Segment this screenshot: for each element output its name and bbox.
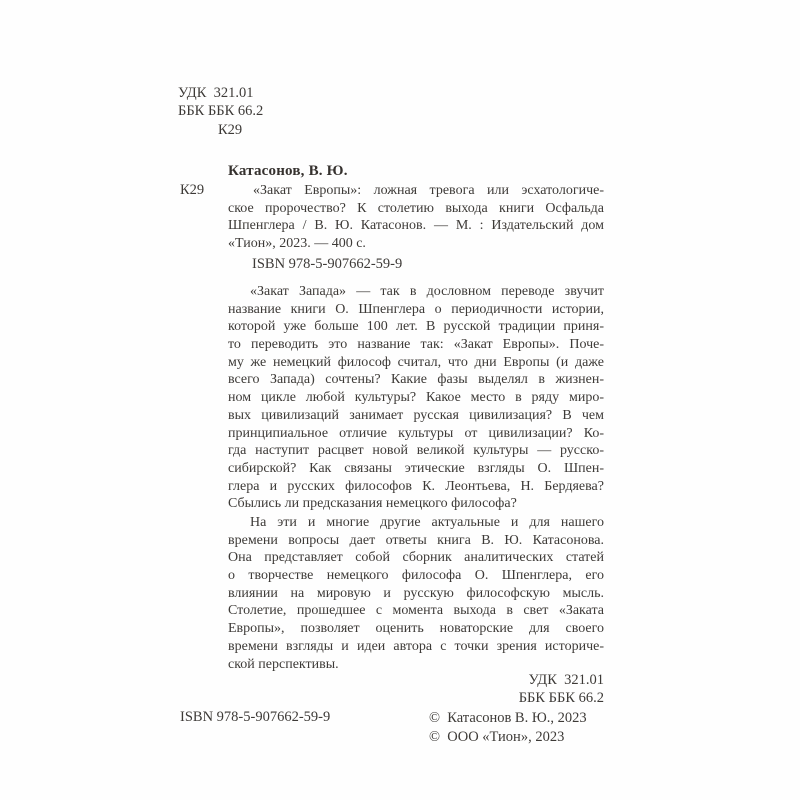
catalog-code: К29 — [218, 121, 243, 138]
annotation-line: сибирской? Как связаны этические взгляды О. Шпен- — [228, 460, 604, 476]
annotation-line: Столетие, прошедшее с момента выхода в свет «Заката — [228, 603, 604, 619]
record-line: «Закат Европы»: ложная тревога или эсхатологиче- — [253, 183, 604, 198]
bbk-code-bottom: ББК ББК 66.2 — [518, 690, 604, 707]
udc-code-bottom: УДК 321.01 — [528, 672, 604, 688]
annotation-paragraph-1 — [228, 283, 604, 513]
bibliographic-record — [228, 182, 604, 253]
annotation-line: вых цивилизаций занимает русская цивилизация? В чем — [228, 407, 604, 423]
copyright-line: © Катасонов В. Ю., 2023 — [429, 710, 587, 726]
annotation-line: о творчестве немецкого философа О. Шпенглера, его — [228, 568, 604, 584]
annotation-line: На эти и многие другие актуальные и для нашего — [250, 515, 604, 530]
annotation-line: всего Запада) сочтены? Какие фазы выделял в жизнен- — [228, 372, 604, 388]
annotation-line: гда наступит расцвет новой великой культуры — русско- — [228, 443, 604, 459]
classification-codes-top — [178, 84, 263, 139]
annotation-line: Она представляет собой сборник аналитических статей — [228, 550, 604, 566]
annotation-line: название книги О. Шпенглера о периодичности истории, — [228, 301, 604, 317]
annotation-line: влиянии на мировую и русскую философскую мысль. — [228, 585, 604, 601]
record-line: «Тион», 2023. — 400 с. — [228, 236, 366, 252]
annotation-line: Европы», позволяет оценить новаторские для своего — [228, 621, 604, 637]
record-line: ское пророчество? К столетию выхода книги Осфальда — [228, 200, 604, 216]
annotation-line: времени взгляды и идеи автора с точки зрения историче- — [228, 638, 604, 654]
copyright-line: © ООО «Тион», 2023 — [429, 728, 565, 745]
bbk-code: ББК ББК 66.2 — [178, 103, 264, 120]
annotation-line: которой уже больше 100 лет. В русской традиции приня- — [228, 319, 604, 335]
isbn-middle: ISBN 978-5-907662-59-9 — [252, 256, 403, 272]
annotation-line: принципиальное отличие культуры от цивилизации? Ко- — [228, 425, 604, 441]
annotation-line: ской перспективы. — [228, 656, 339, 672]
annotation-line: времени вопросы дает ответы книга В. Ю. Катасонова. — [228, 532, 604, 548]
annotation-line: ном цикле любой культуры? Какое место в ряду миро- — [228, 390, 604, 406]
annotation-line: «Закат Запада» — так в дословном переводе звучит — [250, 284, 604, 299]
annotation-line: глера и русских философов К. Леонтьева, Н. Бердяева? — [228, 478, 604, 494]
copyright-block — [429, 709, 587, 746]
isbn-bottom: ISBN 978-5-907662-59-9 — [180, 709, 331, 725]
author-heading: Катасонов, В. Ю. — [228, 163, 348, 179]
record-line: Шпенглера / В. Ю. Катасонов. — М. : Издательский дом — [228, 218, 604, 234]
udc-code: УДК 321.01 — [178, 85, 254, 101]
annotation-line: Сбылись ли предсказания немецкого философа? — [228, 496, 517, 512]
annotation-line: му же немецкий философ считал, что дни Европы (и даже — [228, 354, 604, 370]
catalog-code-hanging: К29 — [180, 182, 205, 198]
annotation-paragraph-2 — [228, 514, 604, 673]
annotation-line: то переводить это название так: «Закат Европы». Поче- — [228, 337, 604, 353]
classification-codes-bottom — [228, 671, 604, 708]
